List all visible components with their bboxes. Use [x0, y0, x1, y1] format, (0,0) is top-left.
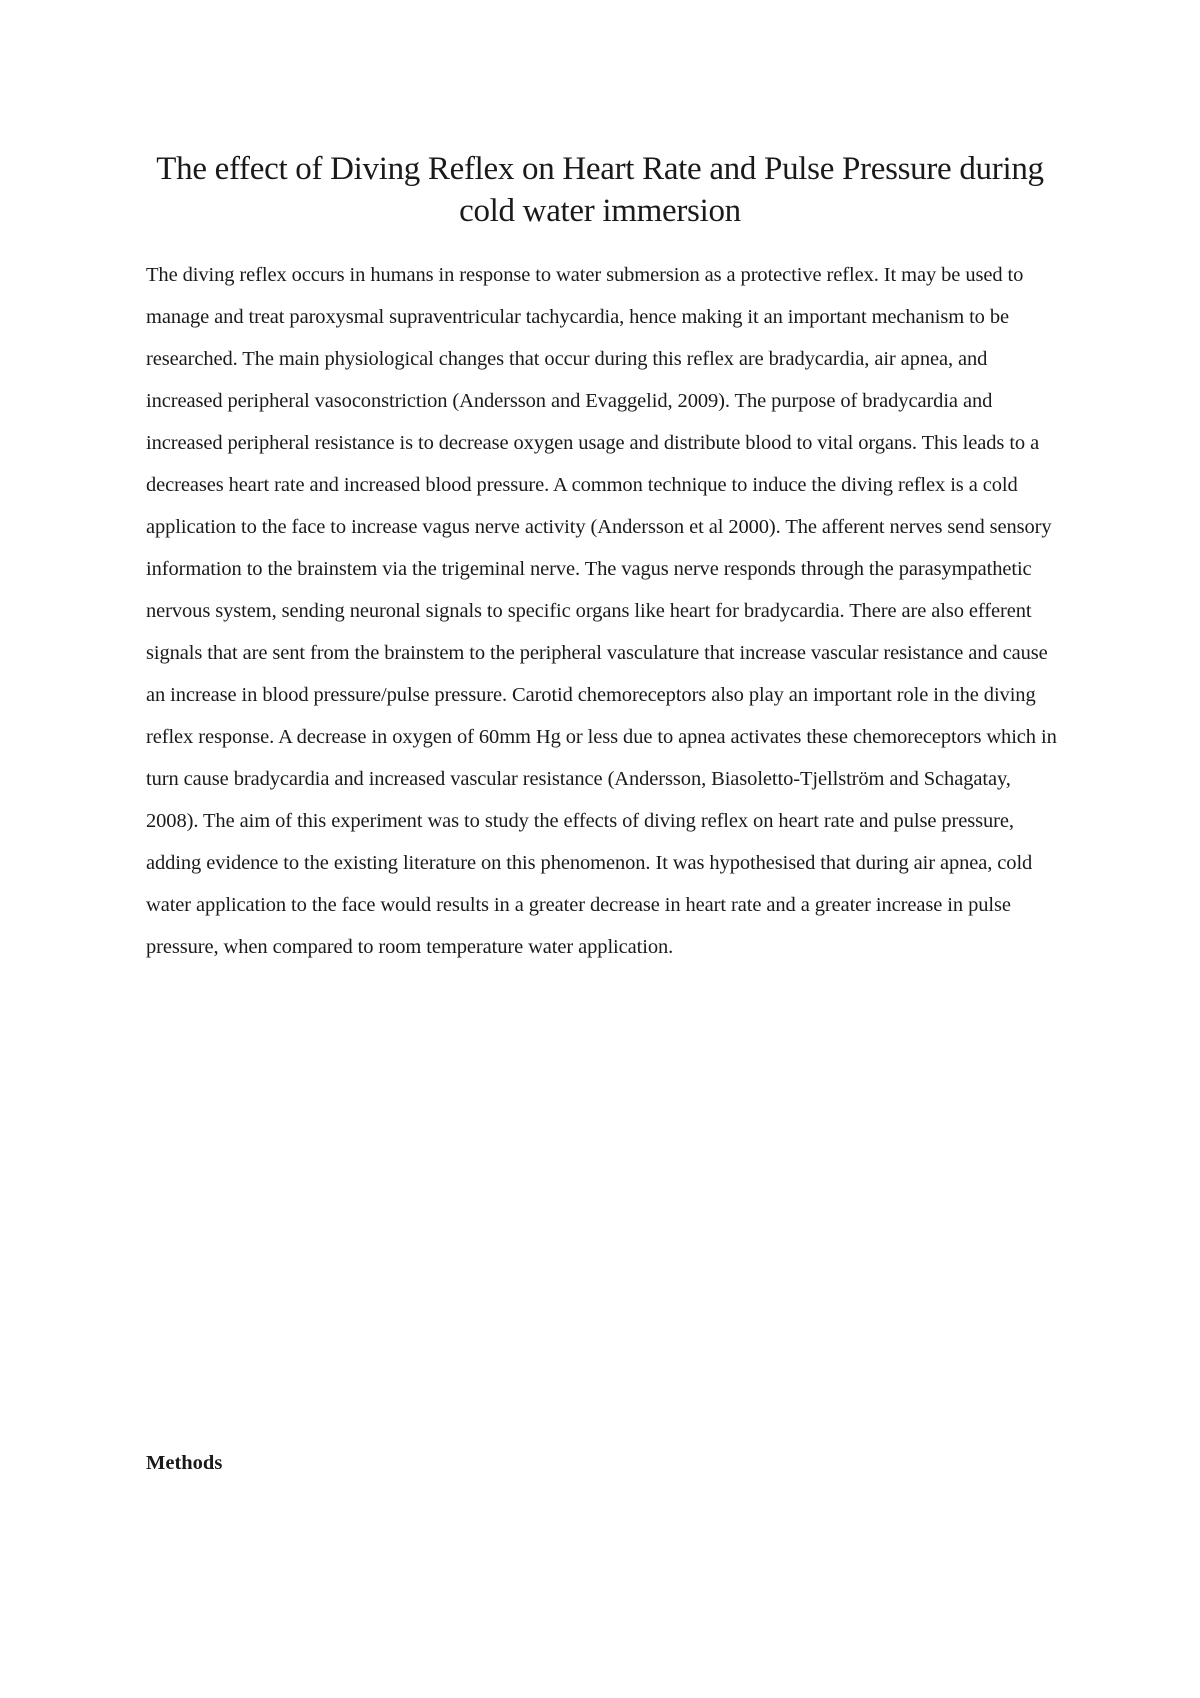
intro-paragraph: The diving reflex occurs in humans in response to water submersion as a protective reflex. It may be used to manage and treat paroxysmal supraventricular tachycardia, hence making it an important mechanism to be researched. The main physiological changes that occur during this reflex are bradycardia, air apnea, and increased peripheral vasoconstriction (Andersson and Evaggelid, 2009). The purpose of bradycardia and increased peripheral resistance is to decrease oxygen usage and distribute blood to vital organs. This leads to a decreases heart rate and increased blood pressure. A common technique to induce the diving reflex is a cold application to the face to increase vagus nerve activity (Andersson et al 2000). The afferent nerves send sensory information to the brainstem via the trigeminal nerve. The vagus nerve responds through the parasympathetic nervous system, sending neuronal signals to specific organs like heart for bradycardia. There are also efferent signals that are sent from the brainstem to the peripheral vasculature that increase vascular resistance and cause an increase in blood pressure/pulse pressure. Carotid chemoreceptors also play an important role in the diving reflex response. A decrease in oxygen of 60mm Hg or less due to apnea activates these chemoreceptors which in turn cause bradycardia and increased vascular resistance (Andersson, Biasoletto-Tjellström and Schagatay, 2008). The aim of this experiment was to study the effects of diving reflex on heart rate and pulse pressure, adding evidence to the existing literature on this phenomenon. It was hypothesised that during air apnea, cold water application to the face would results in a greater decrease in heart rate and a greater increase in pulse pressure, when compared to room temperature water application. — [146, 264, 1057, 958]
document-title: The effect of Diving Reflex on Heart Rate and Pulse Pressure during cold water immersion — [156, 151, 1044, 229]
methods-heading: Methods — [146, 1452, 223, 1474]
